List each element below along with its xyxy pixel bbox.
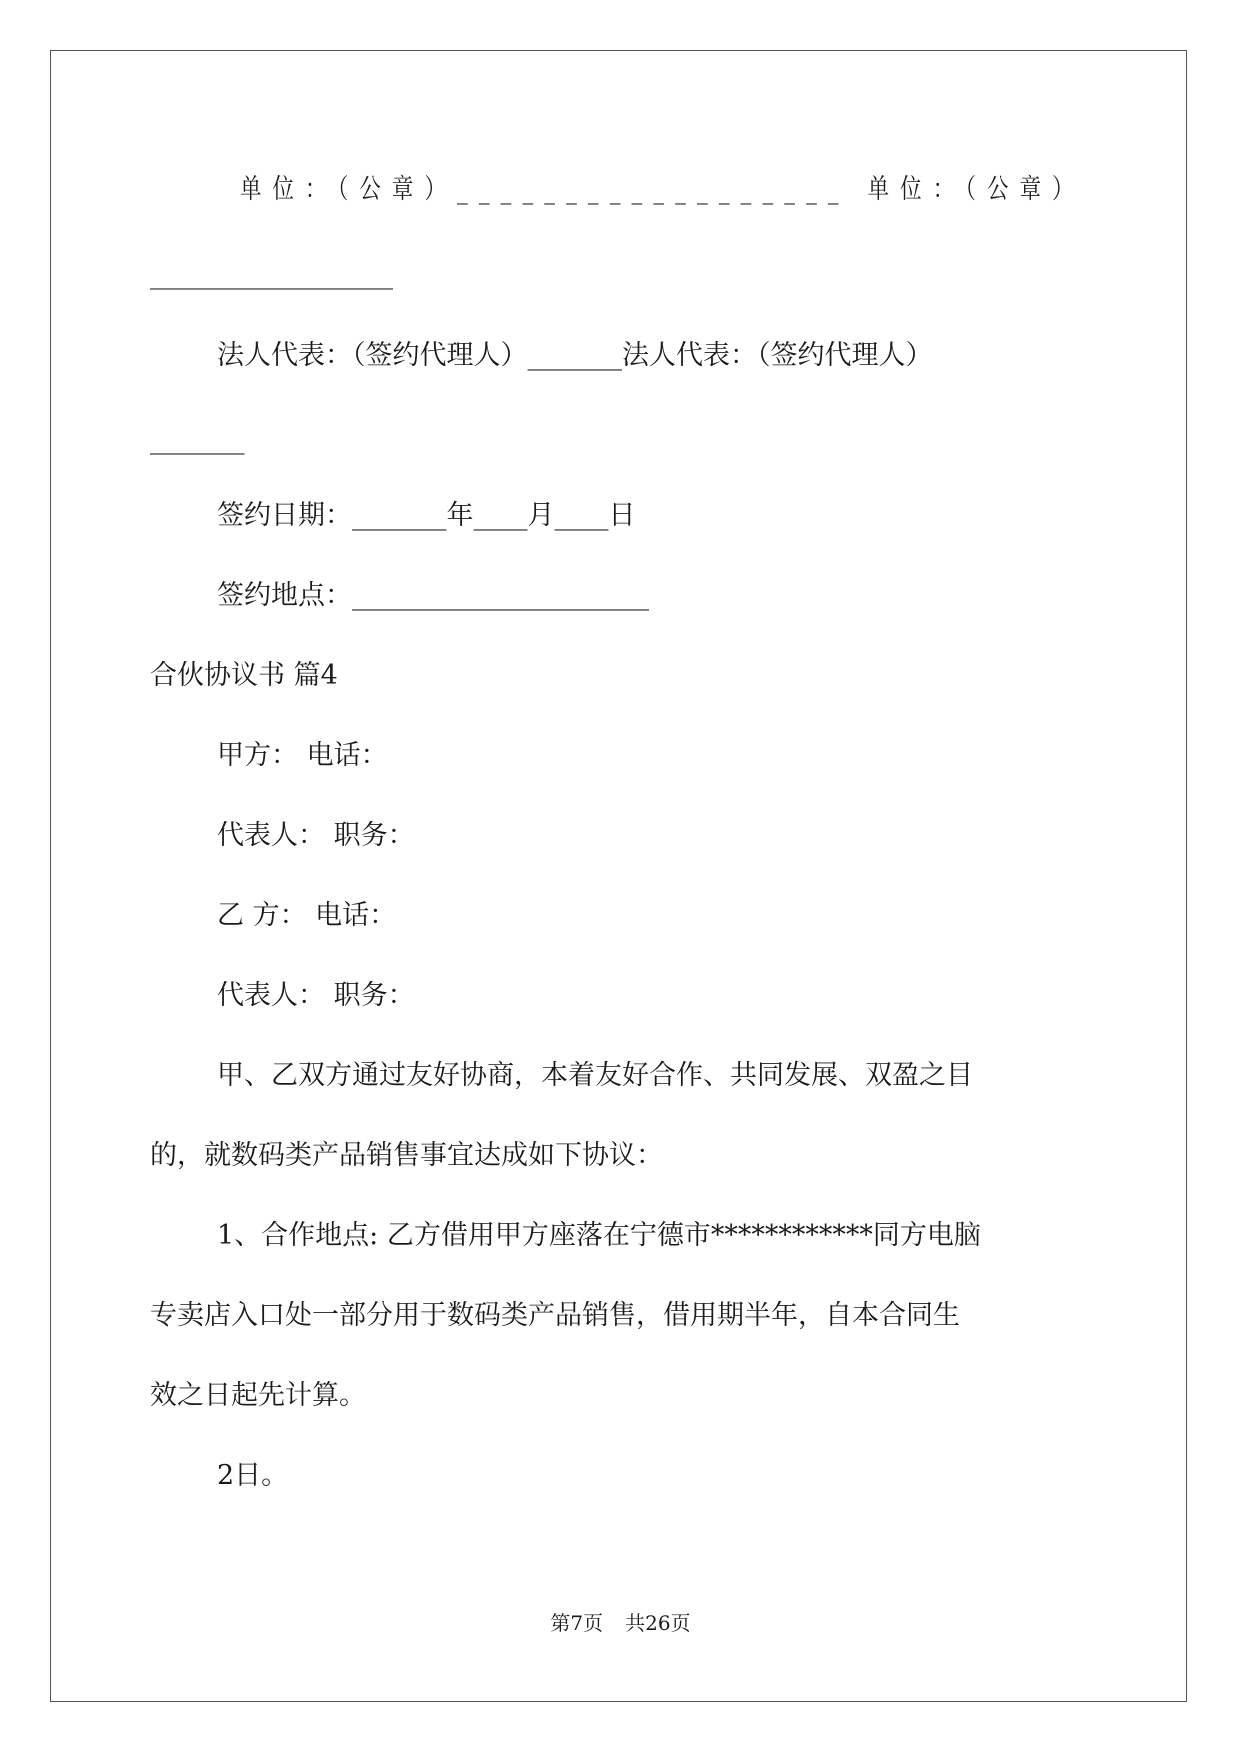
sign-date-line: 签约日期：_______年____月____日 [217, 500, 636, 531]
party-a-rep-line: 代表人： 职务： [217, 820, 415, 851]
clause-1-line-2: 专卖店入口处一部分用于数码类产品销售，借用期半年，自本合同生 [150, 1300, 960, 1331]
page-total: 共26页 [625, 1611, 691, 1635]
clause-1-line-1: 1、合作地点: 乙方借用甲方座落在宁德市************同方电脑 [217, 1220, 981, 1251]
party-b-line: 乙 方： 电话： [217, 900, 397, 931]
party-b-rep-line: 代表人： 职务： [217, 980, 415, 1011]
sign-place-line: 签约地点：______________________ [217, 580, 649, 611]
section-heading: 合伙协议书 篇4 [150, 660, 338, 691]
legal-rep-line: 法人代表：（签约代理人）_______法人代表：（签约代理人） [217, 340, 933, 371]
unit-seal-blank: __________________ [150, 259, 393, 290]
intro-paragraph-line-1: 甲、乙双方通过友好协商，本着友好合作、共同发展、双盈之目 [217, 1060, 973, 1091]
unit-seal-line: 单位：（公章）__________________ 单位：（公章） [240, 174, 1085, 205]
legal-rep-blank: _______ [150, 424, 245, 455]
page-number: 第7页 [550, 1611, 604, 1635]
party-a-line: 甲方： 电话： [217, 740, 388, 771]
page-border [50, 50, 1187, 1702]
clause-2-line: 2日。 [217, 1460, 289, 1491]
clause-1-line-3: 效之日起先计算。 [150, 1380, 366, 1411]
page-footer [0, 1610, 1241, 1636]
intro-paragraph-line-2: 的，就数码类产品销售事宜达成如下协议： [150, 1140, 663, 1171]
